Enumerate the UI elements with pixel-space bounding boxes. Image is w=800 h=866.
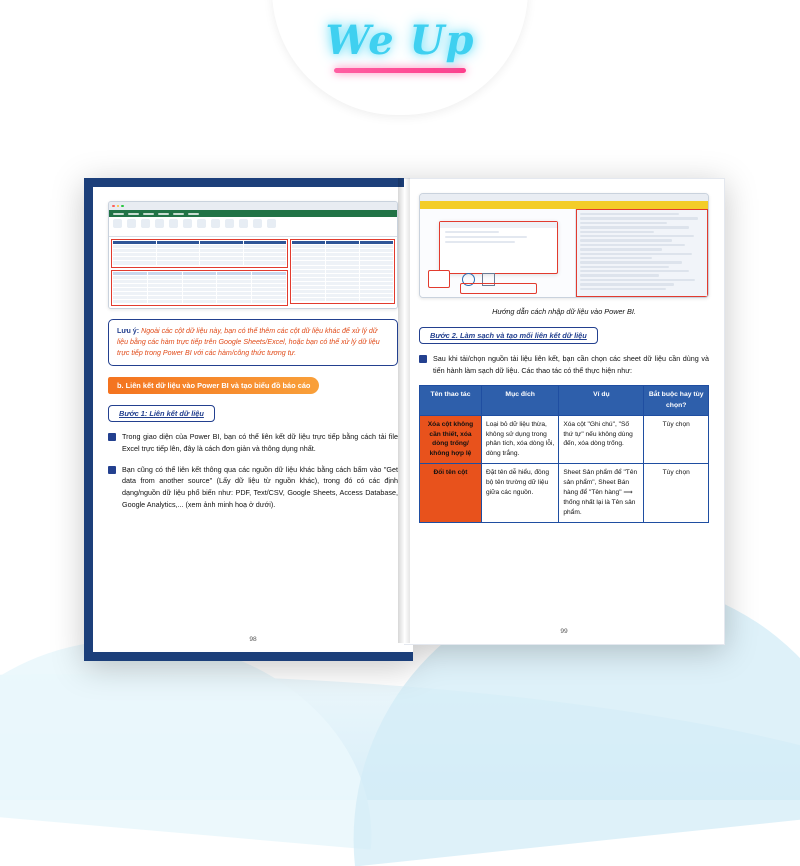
data-fields-panel — [576, 209, 708, 297]
window-titlebar — [109, 202, 397, 210]
logo-badge — [272, 0, 528, 115]
col-header-example: Ví dụ — [559, 386, 644, 415]
open-book — [84, 178, 724, 643]
note-label: Lưu ý: — [117, 327, 140, 336]
note-box — [108, 319, 398, 366]
maximize-icon — [121, 205, 124, 208]
table-header-row — [420, 386, 709, 415]
page-number-left: 98 — [249, 636, 257, 643]
close-icon — [112, 205, 115, 208]
cell-required: Tùy chọn — [644, 415, 709, 464]
add-data-dialog — [439, 221, 559, 274]
dialog-titlebar — [440, 222, 558, 228]
cell-required: Tùy chọn — [644, 464, 709, 522]
powerbi-titlebar — [420, 194, 708, 201]
section-heading: b. Liên kết dữ liệu vào Power BI và tạo biểu đồ báo cáo — [108, 377, 319, 394]
we-up-logo — [325, 16, 475, 73]
square-bullet-icon — [108, 466, 116, 474]
cell-example: Sheet Sản phẩm để "Tên sản phẩm", Sheet Bán hàng để "Tên hàng" ⟹ thống nhất lại là Tên sản phẩm. — [559, 464, 644, 522]
powerbi-canvas — [420, 209, 576, 297]
cell-example: Xóa cột "Ghi chú", "Số thứ tự" nếu không dùng đến, xóa dòng trống. — [559, 415, 644, 464]
list-item — [419, 353, 709, 376]
dialog-text-line — [445, 231, 499, 233]
logo-text: We Up — [325, 16, 475, 64]
col-header-purpose: Mục đích — [481, 386, 558, 415]
bullet-text: Bạn cũng có thể liên kết thông qua các nguồn dữ liệu khác bằng cách bấm vào "Get data from another source" (Lấy dữ liệu từ nguồn khác), trong đó có các định dạng/nguồn dữ liệu phổ biến như: PDF, Text/CSV, Google Sheets, Access Database, Google Analytics,... (xem ảnh minh hoạ ở dưới). — [122, 464, 398, 509]
step-heading-1: Bước 1: Liên kết dữ liệu — [108, 405, 215, 422]
excel-screenshot — [108, 201, 398, 309]
cell-purpose: Đặt tên dễ hiểu, đồng bộ tên trường dữ liệu giữa các nguồn. — [481, 464, 558, 522]
powerbi-screenshot — [419, 193, 709, 298]
list-item — [108, 431, 398, 454]
excel-source-icon — [428, 270, 450, 288]
book-page-right — [404, 178, 725, 645]
bullet-text: Trong giao diện của Power BI, bạn có thể liên kết dữ liệu trực tiếp bằng cách tải file Excel trực tiếp lên, đây là cách đơn giản và thông dụng nhất. — [122, 432, 398, 453]
step-heading-2: Bước 2. Làm sạch và tạo mối liên kết dữ liệu — [419, 327, 598, 344]
bullet-text: Sau khi tải/chọn nguồn tải liệu liên kết, bạn cần chọn các sheet dữ liệu cần dùng và tiến hành làm sạch dữ liệu. Các thao tác có thể thực hiện như: — [433, 354, 709, 375]
operations-table — [419, 385, 709, 522]
excel-ribbon-tabs — [109, 210, 397, 217]
note-text: Ngoài các cột dữ liệu này, bạn có thể thêm các cột dữ liệu khác để xử lý dữ liệu bằng các hàm trực tiếp trên Google Sheets/Excel, hoặc bạn có thể xử lý dữ liệu trực tiếp trong Power BI với các hàm/công thức tương tự. — [117, 327, 380, 358]
cell-purpose: Loại bỏ dữ liệu thừa, không sử dụng trong phân tích, xóa dòng lỗi, dòng trắng. — [481, 415, 558, 464]
powerbi-ribbon — [420, 201, 708, 209]
dialog-text-line — [445, 241, 516, 243]
square-bullet-icon — [108, 433, 116, 441]
col-header-name: Tên thao tác — [420, 386, 482, 415]
dialog-text-line — [445, 236, 527, 238]
excel-grid — [109, 237, 397, 308]
figure-caption: Hướng dẫn cách nhập dữ liệu vào Power BI. — [492, 307, 636, 316]
cell-name: Đổi tên cột — [420, 464, 482, 522]
square-bullet-icon — [419, 355, 427, 363]
book-page-left — [84, 178, 413, 661]
list-item — [108, 464, 398, 511]
col-header-required: Bắt buộc hay tùy chọn? — [644, 386, 709, 415]
table-row — [420, 415, 709, 464]
table-row — [420, 464, 709, 522]
cell-name: Xóa cột không cần thiết, xóa dòng trống/ không hợp lệ — [420, 415, 482, 464]
logo-underline — [334, 68, 466, 73]
page-number-right: 99 — [560, 628, 568, 635]
minimize-icon — [117, 205, 120, 208]
excel-ribbon — [109, 217, 397, 237]
get-data-button[interactable] — [460, 283, 536, 294]
